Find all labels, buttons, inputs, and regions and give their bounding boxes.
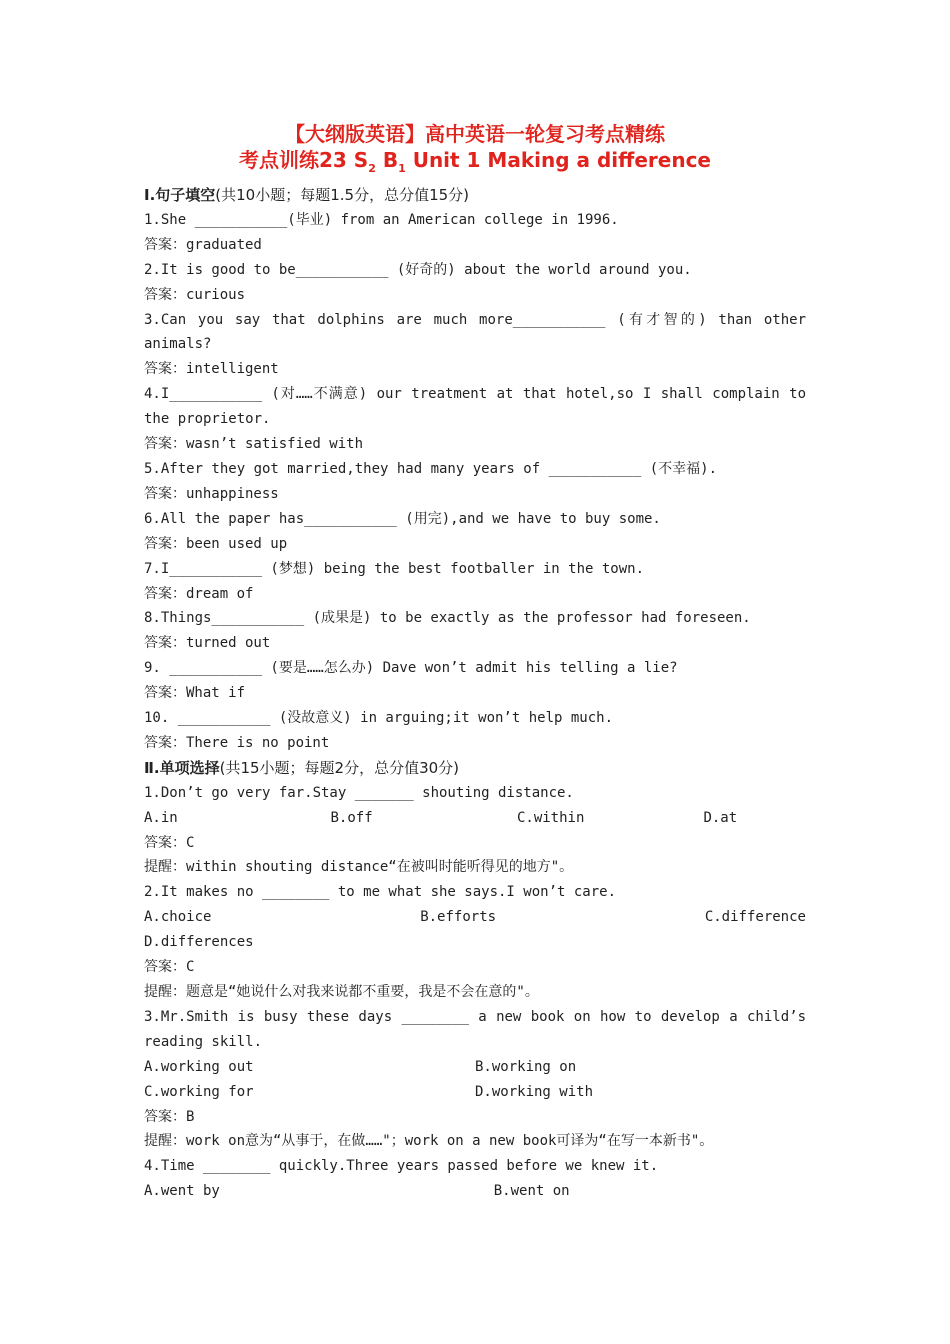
option: C.working for <box>144 1083 254 1100</box>
answer-text: 答案：wasn’t satisfied with <box>144 436 364 453</box>
option: B.working on <box>475 1058 577 1075</box>
answer-text: 答案：There is no point <box>144 734 330 751</box>
document-subtitle: 考点训练23 $S_2$ $B_1$ Unit 1 Making a difference <box>239 148 711 175</box>
answer-text: 答案：What if <box>144 685 246 702</box>
section-heading-sentence-fill: Ⅰ.句子填空(共10小题；每题1.5分，总分值15分) <box>144 186 470 204</box>
hint-text: 提醒：within shouting distance“在被叫时能听得见的地方"。 <box>144 859 574 876</box>
question-text: 6.All the paper has___________ (用完),and we have to buy some. <box>144 510 661 527</box>
option: A.choice <box>144 909 212 926</box>
option: D.working with <box>475 1083 594 1100</box>
options-row <box>144 1179 806 1204</box>
question-text: 3.Can you say that dolphins are much more___________ (有才智的) than other animals? <box>144 311 806 353</box>
document-title: 【大纲版英语】高中英语一轮复习考点精练 <box>285 122 665 146</box>
option: D.at <box>703 809 738 826</box>
option: A.went by <box>144 1183 220 1200</box>
answer-text: 答案：C <box>144 834 195 851</box>
document-page <box>144 120 806 1204</box>
question-text: 4.I___________ (对……不满意) our treatment at that hotel,so I shall complain to the proprietor. <box>144 386 806 428</box>
option: C.difference <box>704 909 806 926</box>
options-row <box>144 905 806 930</box>
answer-text: 答案：unhappiness <box>144 485 279 502</box>
options-row <box>144 806 806 831</box>
option: A.working out <box>144 1058 254 1075</box>
question-text: 10. ___________ (没故意义) in arguing;it won’t help much. <box>144 710 614 727</box>
hint-text: 提醒：题意是“她说什么对我来说都不重要，我是不会在意的"。 <box>144 984 539 1000</box>
question-text: 7.I___________ (梦想) being the best footballer in the town. <box>144 560 645 577</box>
question-text: 1.Don’t go very far.Stay _______ shouting distance. <box>144 784 574 801</box>
question-text: 4.Time ________ quickly.Three years passed before we knew it. <box>144 1158 659 1175</box>
question-text: 8.Things___________ (成果是) to be exactly as the professor had foreseen. <box>144 610 751 627</box>
option: C.within <box>516 809 585 826</box>
question-text: 2.It is good to be___________ (好奇的) about the world around you. <box>144 261 692 278</box>
option: B.went on <box>493 1183 570 1200</box>
question-text: 1.She ___________(毕业) from an American college in 1996. <box>144 211 619 228</box>
answer-text: 答案：C <box>144 959 195 976</box>
question-text: 9. ___________ (要是……怎么办) Dave won’t admit his telling a lie? <box>144 660 678 677</box>
option: D.differences <box>144 934 254 951</box>
question-text: 5.After they got married,they had many years of ___________ (不幸福). <box>144 460 718 477</box>
options-row <box>144 1055 806 1080</box>
answer-text: 答案：turned out <box>144 635 271 652</box>
answer-text: 答案：B <box>144 1108 195 1125</box>
options-row <box>144 1080 806 1105</box>
hint-text: 提醒：work on意为“从事于，在做……"；work on a new book可译为“在写一本新书"。 <box>144 1133 714 1150</box>
question-text: 3.Mr.Smith is busy these days ________ a new book on how to develop a child’s reading skill. <box>144 1008 806 1050</box>
option: B.efforts <box>420 909 497 926</box>
question-text: 2.It makes no ________ to me what she says.I won’t care. <box>144 884 617 901</box>
option: B.off <box>330 809 373 826</box>
option: A.in <box>144 809 178 826</box>
answer-text: 答案：graduated <box>144 236 262 253</box>
answer-text: 答案：curious <box>144 286 246 303</box>
section-heading-multiple-choice: Ⅱ.单项选择(共15小题；每题2分，总分值30分) <box>144 758 460 777</box>
answer-text: 答案：dream of <box>144 585 254 602</box>
answer-text: 答案：intelligent <box>144 361 279 378</box>
answer-text: 答案：been used up <box>144 535 288 552</box>
